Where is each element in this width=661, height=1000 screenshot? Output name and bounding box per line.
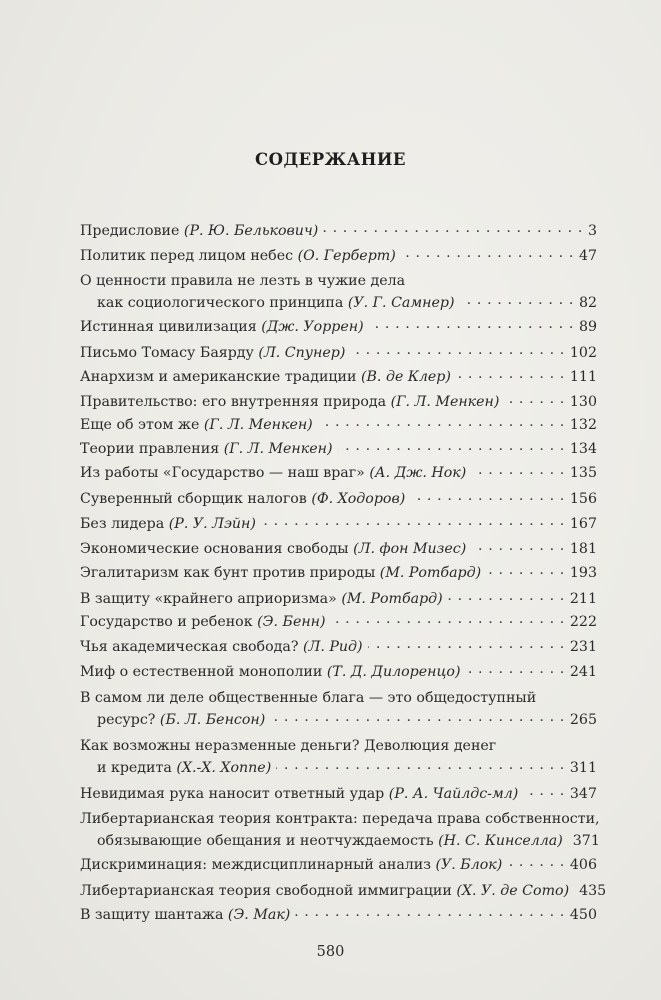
leader-dots bbox=[401, 250, 574, 260]
leader-dots bbox=[523, 788, 565, 798]
entry-page: 231 bbox=[569, 639, 597, 655]
leader-dots bbox=[276, 762, 565, 772]
entry-author: (Г. Л. Менкен) bbox=[223, 441, 333, 457]
toc-entry bbox=[80, 854, 597, 876]
entry-title: Еще об этом же bbox=[80, 417, 200, 433]
entry-title: В самом ли деле общественные блага — это общедоступный bbox=[80, 690, 537, 706]
toc-entry bbox=[80, 562, 597, 584]
toc-entry bbox=[80, 438, 597, 460]
toc-entry bbox=[80, 611, 597, 633]
entry-author: (Дж. Уоррен) bbox=[261, 319, 364, 335]
leader-dots bbox=[507, 859, 565, 869]
entry-author: (Х. У. де Сото) bbox=[456, 883, 570, 899]
leader-dots bbox=[448, 593, 565, 603]
entry-title-cont: ресурс? bbox=[97, 712, 156, 728]
entry-author: (У. Блок) bbox=[435, 857, 503, 873]
leader-dots bbox=[318, 419, 565, 429]
entry-title: Без лидера bbox=[80, 516, 165, 532]
toc-entry bbox=[80, 538, 597, 560]
entry-page: 241 bbox=[569, 664, 597, 680]
toc-entry bbox=[80, 488, 597, 510]
entry-title: Истинная цивилизация bbox=[80, 319, 257, 335]
entry-title: Теории правления bbox=[80, 441, 220, 457]
toc-entry bbox=[80, 220, 597, 242]
entry-author: (Л. фон Мизес) bbox=[353, 541, 467, 557]
entry-author: (Р. У. Лэйн) bbox=[168, 516, 256, 532]
toc-entry bbox=[80, 783, 597, 805]
leader-dots bbox=[460, 297, 574, 307]
entry-page: 130 bbox=[569, 394, 597, 410]
entry-page: 222 bbox=[569, 614, 597, 630]
leader-dots bbox=[456, 371, 565, 381]
entry-title: В защиту «крайнего априоризма» bbox=[80, 591, 337, 607]
entry-page: 111 bbox=[569, 369, 597, 385]
entry-author: (Г. Л. Менкен) bbox=[390, 394, 500, 410]
entry-page: 181 bbox=[569, 541, 597, 557]
page-number: 580 bbox=[316, 944, 345, 960]
entry-page: 347 bbox=[569, 786, 597, 802]
toc-entry bbox=[80, 513, 597, 535]
entry-title: Невидимая рука наносит ответный удар bbox=[80, 786, 385, 802]
entry-page: 371 bbox=[572, 833, 600, 849]
entry-title: О ценности правила не лезть в чужие дела bbox=[80, 273, 406, 289]
entry-author: (Г. Л. Менкен) bbox=[203, 417, 313, 433]
entry-author: (Н. С. Кинселла) bbox=[438, 833, 563, 849]
entry-page: 193 bbox=[569, 565, 597, 581]
entry-page: 211 bbox=[569, 591, 597, 607]
entry-author: (Э. Мак) bbox=[227, 907, 291, 923]
entry-title: Политик перед лицом небес bbox=[80, 248, 294, 264]
entry-title: Либертарианская теория контракта: передача права собственности, bbox=[80, 811, 600, 827]
leader-dots bbox=[504, 396, 564, 406]
toc-entry bbox=[80, 462, 597, 484]
entry-author: (В. де Клер) bbox=[360, 369, 451, 385]
toc-entry bbox=[80, 636, 597, 658]
toc-entry bbox=[80, 880, 607, 902]
entry-page: 135 bbox=[569, 465, 597, 481]
entry-page: 82 bbox=[578, 295, 597, 311]
entry-author: (Р. Ю. Белькович) bbox=[183, 223, 319, 239]
leader-dots bbox=[471, 467, 565, 477]
entry-title: Анархизм и американские традиции bbox=[80, 369, 357, 385]
entry-page: 3 bbox=[587, 223, 597, 239]
leader-dots bbox=[368, 641, 565, 651]
entry-author: (А. Дж. Нок) bbox=[369, 465, 467, 481]
entry-title: Как возможны неразменные деньги? Деволюция денег bbox=[80, 738, 497, 754]
entry-title: Правительство: его внутренняя природа bbox=[80, 394, 387, 410]
leader-dots bbox=[410, 493, 565, 503]
entry-author: (Х.-Х. Хоппе) bbox=[176, 760, 272, 776]
entry-author: (Т. Д. Дилоренцо) bbox=[326, 664, 461, 680]
toc-entry bbox=[80, 391, 597, 413]
leader-dots bbox=[323, 225, 583, 235]
entry-author: (Б. Л. Бенсон) bbox=[159, 712, 266, 728]
leader-dots bbox=[331, 616, 565, 626]
leader-dots bbox=[486, 567, 565, 577]
entry-title: Дискриминация: междисциплинарный анализ bbox=[80, 857, 431, 873]
entry-page: 102 bbox=[569, 345, 597, 361]
leader-dots bbox=[465, 666, 564, 676]
leader-dots bbox=[369, 321, 574, 331]
entry-title-cont: как социологического принципа bbox=[97, 295, 344, 311]
entry-page: 265 bbox=[569, 712, 597, 728]
entry-page: 311 bbox=[569, 760, 597, 776]
toc-entry bbox=[80, 414, 597, 436]
toc-entry bbox=[80, 366, 597, 388]
toc-entry bbox=[80, 661, 597, 683]
entry-page: 435 bbox=[579, 883, 607, 899]
leader-dots bbox=[261, 518, 565, 528]
entry-title: Экономические основания свободы bbox=[80, 541, 349, 557]
entry-title: Либертарианская теория свободной иммиграции bbox=[80, 883, 452, 899]
entry-page: 167 bbox=[569, 516, 597, 532]
entry-author: (У. Г. Самнер) bbox=[347, 295, 455, 311]
entry-page: 132 bbox=[569, 417, 597, 433]
page-title: СОДЕРЖАНИЕ bbox=[254, 150, 406, 169]
toc-entry bbox=[80, 735, 597, 779]
entry-title: Письмо Томасу Баярду bbox=[80, 345, 254, 361]
entry-title: Государство и ребенок bbox=[80, 614, 253, 630]
toc-entry bbox=[80, 808, 600, 852]
leader-dots bbox=[471, 543, 565, 553]
entry-page: 134 bbox=[569, 441, 597, 457]
entry-page: 406 bbox=[569, 857, 597, 873]
entry-author: (Л. Рид) bbox=[302, 639, 363, 655]
entry-title: Чья академическая свобода? bbox=[80, 639, 299, 655]
toc-entry bbox=[80, 270, 597, 314]
entry-author: (Р. А. Чайлдс-мл) bbox=[388, 786, 519, 802]
leader-dots bbox=[338, 443, 565, 453]
toc-entry bbox=[80, 316, 597, 338]
toc-entry bbox=[80, 687, 597, 731]
entry-author: (М. Ротбард) bbox=[379, 565, 482, 581]
entry-page: 450 bbox=[569, 907, 597, 923]
entry-title: Эгалитаризм как бунт против природы bbox=[80, 565, 376, 581]
entry-author: (Ф. Ходоров) bbox=[311, 491, 406, 507]
entry-author: (Э. Бенн) bbox=[257, 614, 326, 630]
leader-dots bbox=[350, 347, 565, 357]
entry-title: Из работы «Государство — наш враг» bbox=[80, 465, 365, 481]
toc-entry bbox=[80, 342, 597, 364]
toc-entry bbox=[80, 245, 597, 267]
entry-page: 156 bbox=[569, 491, 597, 507]
entry-author: (М. Ротбард) bbox=[341, 591, 443, 607]
toc-entry bbox=[80, 588, 597, 610]
entry-page: 47 bbox=[578, 248, 597, 264]
leader-dots bbox=[270, 714, 565, 724]
entry-title-cont: и кредита bbox=[97, 760, 172, 776]
entry-title: Миф о естественной монополии bbox=[80, 664, 323, 680]
entry-author: (О. Герберт) bbox=[297, 248, 396, 264]
toc-entry bbox=[80, 904, 597, 926]
entry-page: 89 bbox=[578, 319, 597, 335]
entry-title: В защиту шантажа bbox=[80, 907, 224, 923]
entry-title: Предисловие bbox=[80, 223, 180, 239]
entry-author: (Л. Спунер) bbox=[258, 345, 346, 361]
entry-title: Суверенный сборщик налогов bbox=[80, 491, 307, 507]
leader-dots bbox=[295, 909, 565, 919]
entry-title-cont: обязывающие обещания и неотчуждаемость bbox=[97, 833, 434, 849]
